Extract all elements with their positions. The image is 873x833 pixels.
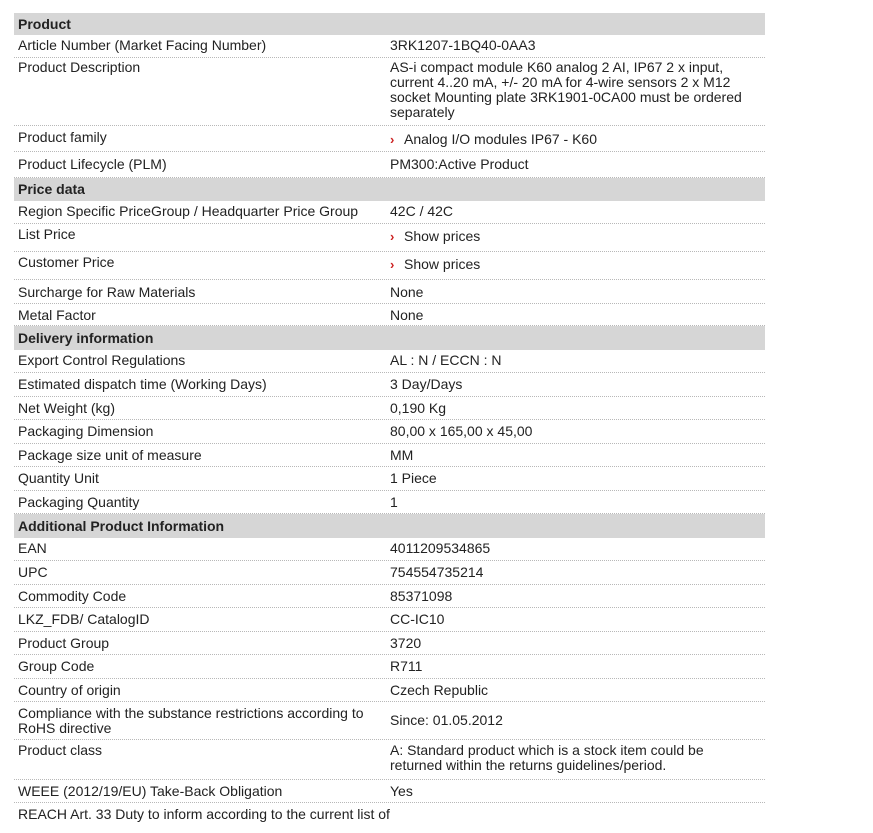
table-row [14, 655, 765, 679]
section-header-price-data: Price data [14, 178, 765, 201]
table-row [14, 803, 765, 833]
table-row [14, 780, 765, 803]
row-value: 42C / 42C [390, 203, 454, 219]
row-value: R711 [390, 658, 423, 674]
link-text: Analog I/O modules IP67 - K60 [404, 131, 597, 147]
customer-price-link[interactable] [389, 255, 765, 272]
table-row [14, 632, 765, 655]
table-row [14, 280, 765, 304]
row-value: 754554735214 [390, 564, 484, 580]
row-value: None [390, 307, 424, 323]
row-value: 0,190 Kg [390, 400, 447, 416]
table-row [14, 152, 765, 178]
row-label: Product Lifecycle (PLM) [18, 156, 167, 172]
row-value: Yes [390, 783, 413, 799]
table-row [14, 467, 765, 491]
row-label: Product family [18, 129, 107, 145]
list-price-link[interactable] [389, 227, 765, 244]
table-row [14, 702, 765, 740]
row-label: Customer Price [18, 254, 115, 270]
row-value: 3720 [390, 635, 422, 651]
chevron-right-icon: › [390, 257, 395, 272]
row-value: AS-i compact module K60 analog 2 AI, IP67 2 x input, current 4..20 mA, +/- 20 mA for 4-wire sensors 2 x M12 socket Mounting plate 3RK1901-0CA00 must be ordered separately [390, 59, 742, 120]
row-label: WEEE (2012/19/EU) Take-Back Obligation [18, 783, 283, 799]
product-data-table [14, 13, 765, 833]
section-header-delivery-information: Delivery information [14, 326, 765, 350]
row-label: Estimated dispatch time (Working Days) [18, 376, 267, 392]
row-label: Net Weight (kg) [18, 400, 115, 416]
table-row [14, 585, 765, 608]
row-value: 4011209534865 [390, 540, 491, 556]
row-value: 3 Day/Days [390, 376, 463, 392]
row-label: Compliance with the substance restrictions according to RoHS directive [18, 705, 364, 736]
table-row [14, 224, 765, 252]
row-label: Article Number (Market Facing Number) [18, 37, 267, 53]
table-row [14, 201, 765, 224]
table-row [14, 304, 765, 326]
row-label: REACH Art. 33 Duty to inform according to the current list of [18, 806, 390, 822]
product-family-link[interactable] [389, 130, 765, 147]
row-value: None [390, 284, 424, 300]
row-label: Commodity Code [18, 588, 127, 604]
row-label: Product class [18, 742, 103, 758]
row-label: Metal Factor [18, 307, 96, 323]
row-value: A: Standard product which is a stock item could be returned within the returns guidelines/period. [390, 742, 704, 773]
row-value: Czech Republic [390, 682, 489, 698]
row-value: 1 [390, 494, 398, 510]
link-text: Show prices [404, 256, 481, 272]
row-label: Product Description [18, 59, 141, 75]
row-label: Country of origin [18, 682, 121, 698]
row-value: CC-IC10 [390, 611, 445, 627]
chevron-right-icon: › [390, 132, 395, 147]
row-value: AL : N / ECCN : N [390, 352, 502, 368]
table-row [14, 58, 765, 126]
table-row [14, 397, 765, 420]
row-value: 1 Piece [390, 470, 437, 486]
table-row [14, 491, 765, 514]
row-label: LKZ_FDB/ CatalogID [18, 611, 150, 627]
row-label: EAN [18, 540, 47, 556]
row-label: Packaging Quantity [18, 494, 140, 510]
row-value: 3RK1207-1BQ40-0AA3 [390, 37, 536, 53]
table-row [14, 420, 765, 444]
chevron-right-icon: › [390, 229, 395, 244]
table-row [14, 373, 765, 397]
row-value: Since: 01.05.2012 [390, 712, 503, 728]
row-label: Product Group [18, 635, 110, 651]
row-value: PM300:Active Product [390, 156, 529, 172]
row-label: Package size unit of measure [18, 447, 202, 463]
row-label: Export Control Regulations [18, 352, 186, 368]
row-value: 80,00 x 165,00 x 45,00 [390, 423, 533, 439]
row-label: Surcharge for Raw Materials [18, 284, 196, 300]
table-row [14, 350, 765, 373]
section-header-additional-product-information: Additional Product Information [14, 514, 765, 538]
table-row [14, 538, 765, 561]
table-row [14, 252, 765, 280]
table-row [14, 608, 765, 632]
table-row [14, 35, 765, 58]
row-value: 85371098 [390, 588, 453, 604]
table-row [14, 126, 765, 152]
row-label: Group Code [18, 658, 95, 674]
row-label: Region Specific PriceGroup / Headquarter Price Group [18, 203, 359, 219]
table-row [14, 561, 765, 585]
row-value: MM [390, 447, 414, 463]
row-label: List Price [18, 226, 76, 242]
table-row [14, 444, 765, 467]
row-label: Quantity Unit [18, 470, 99, 486]
table-row [14, 679, 765, 702]
row-label: Packaging Dimension [18, 423, 154, 439]
section-header-product: Product [14, 13, 765, 35]
row-label: UPC [18, 564, 48, 580]
link-text: Show prices [404, 228, 481, 244]
table-row [14, 740, 765, 780]
